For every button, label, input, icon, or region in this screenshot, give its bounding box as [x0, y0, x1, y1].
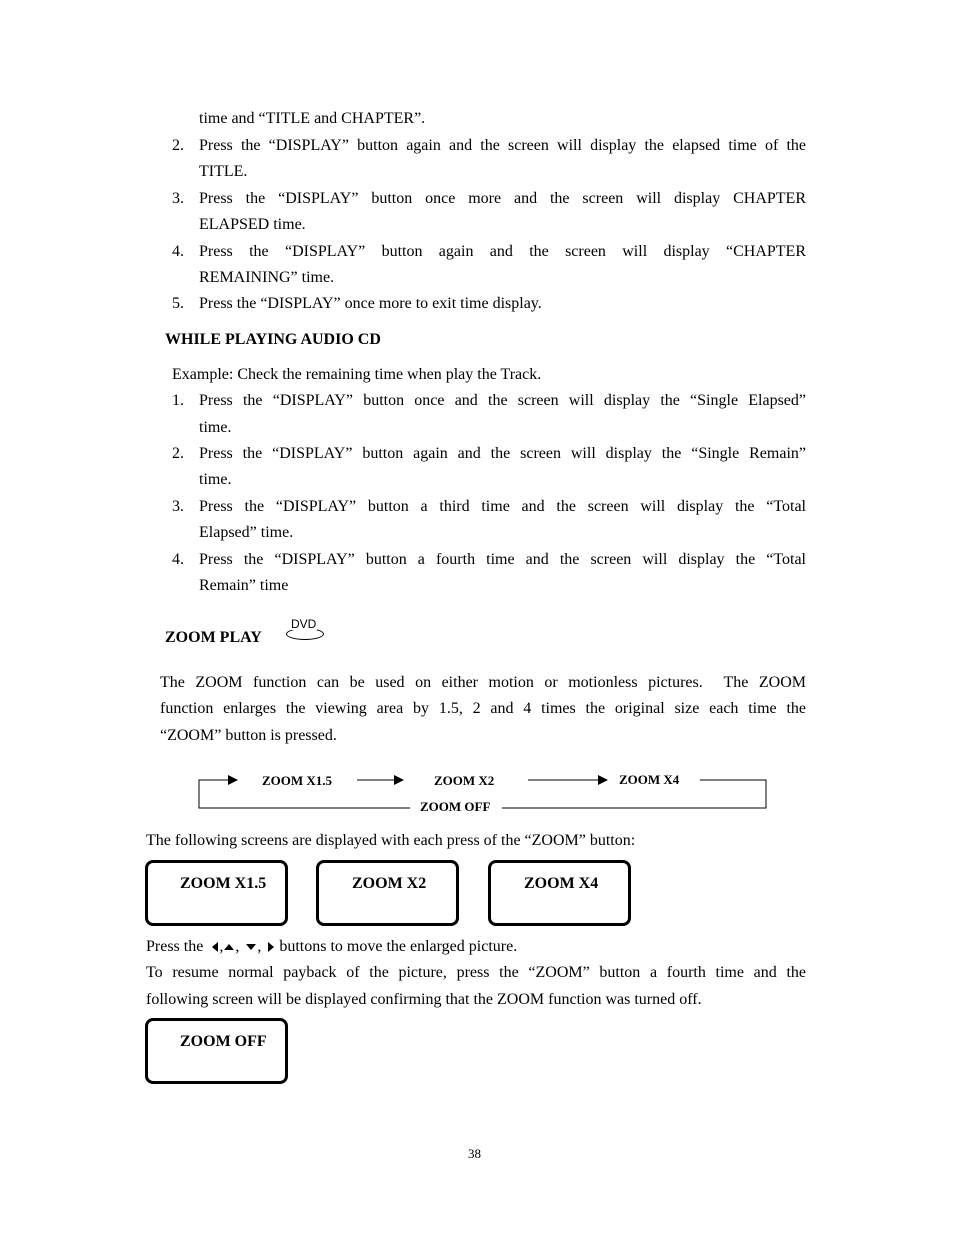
flow-label-x15: ZOOM X1.5 [262, 773, 333, 788]
paragraph-line: The ZOOM function can be used on either motion or motionless pictures. The ZOOM [160, 674, 806, 691]
flow-label-x4: ZOOM X4 [619, 772, 680, 787]
list-item-text: ELAPSED time. [199, 216, 306, 233]
section-heading: ZOOM PLAY [165, 629, 262, 646]
list-number: 5. [172, 295, 184, 312]
section-heading: WHILE PLAYING AUDIO CD [165, 331, 381, 348]
screen-label: ZOOM X2 [352, 875, 427, 892]
screen-box-off [145, 1018, 288, 1084]
flow-label-off: ZOOM OFF [420, 799, 491, 814]
screen-box-x15 [145, 860, 288, 926]
list-continuation: time and “TITLE and CHAPTER”. [199, 110, 426, 127]
example-text: Example: Check the remaining time when play the Track. [172, 366, 542, 383]
paragraph-line: To resume normal payback of the picture, press the “ZOOM” button a fourth time and the [146, 964, 806, 981]
list-item-text: Press the “DISPLAY” button a fourth time and the screen will display the “Total [199, 551, 806, 568]
list-item-text: REMAINING” time. [199, 269, 335, 286]
right-arrow-icon [267, 942, 275, 952]
paragraph-line: following screen will be displayed confirming that the ZOOM function was turned off. [146, 991, 702, 1008]
list-item-text: Press the “DISPLAY” once more to exit time display. [199, 295, 542, 312]
list-item-text: Elapsed” time. [199, 524, 294, 541]
list-item-text: time. [199, 419, 232, 436]
separator: , [257, 938, 262, 955]
list-number: 3. [172, 498, 184, 515]
paragraph-line: “ZOOM” button is pressed. [160, 727, 337, 744]
down-arrow-icon [245, 943, 257, 951]
press-suffix: buttons to move the enlarged picture. [279, 938, 518, 955]
list-item-text: time. [199, 471, 232, 488]
screen-box-x2 [316, 860, 459, 926]
screens-intro: The following screens are displayed with each press of the “ZOOM” button: [146, 832, 636, 849]
up-arrow-icon [223, 943, 235, 951]
list-item-text: Press the “DISPLAY” button again and the screen will display “CHAPTER [199, 243, 806, 260]
flow-arrowhead [228, 775, 238, 785]
flow-arrowhead [394, 775, 404, 785]
screen-label: ZOOM OFF [180, 1033, 267, 1050]
press-prefix: Press the [146, 938, 204, 955]
flow-label-x2: ZOOM X2 [434, 773, 495, 788]
screen-box-x4 [488, 860, 631, 926]
press-arrows-line [146, 937, 517, 957]
list-item-text: TITLE. [199, 163, 248, 180]
list-item-text: Press the “DISPLAY” button again and the screen will display the elapsed time of the [199, 137, 806, 154]
list-number: 4. [172, 243, 184, 260]
list-item-text: Remain” time [199, 577, 289, 594]
paragraph-line: function enlarges the viewing area by 1.5, 2 and 4 times the original size each time the [160, 700, 806, 717]
list-item-text: Press the “DISPLAY” button once more and the screen will display CHAPTER [199, 190, 806, 207]
separator: , [235, 938, 240, 955]
dvd-icon-label: DVD [291, 617, 317, 631]
list-item-text: Press the “DISPLAY” button again and the screen will display the “Single Remain” [199, 445, 806, 462]
list-number: 3. [172, 190, 184, 207]
page-number: 38 [468, 1146, 481, 1161]
list-number: 1. [172, 392, 184, 409]
flow-arrowhead [598, 775, 608, 785]
screen-label: ZOOM X1.5 [180, 875, 267, 892]
list-number: 2. [172, 137, 184, 154]
list-number: 4. [172, 551, 184, 568]
separator: , [219, 938, 224, 955]
list-item-text: Press the “DISPLAY” button a third time and the screen will display the “Total [199, 498, 806, 515]
list-number: 2. [172, 445, 184, 462]
screen-label: ZOOM X4 [524, 875, 599, 892]
list-item-text: Press the “DISPLAY” button once and the screen will display the “Single Elapsed” [199, 392, 806, 409]
